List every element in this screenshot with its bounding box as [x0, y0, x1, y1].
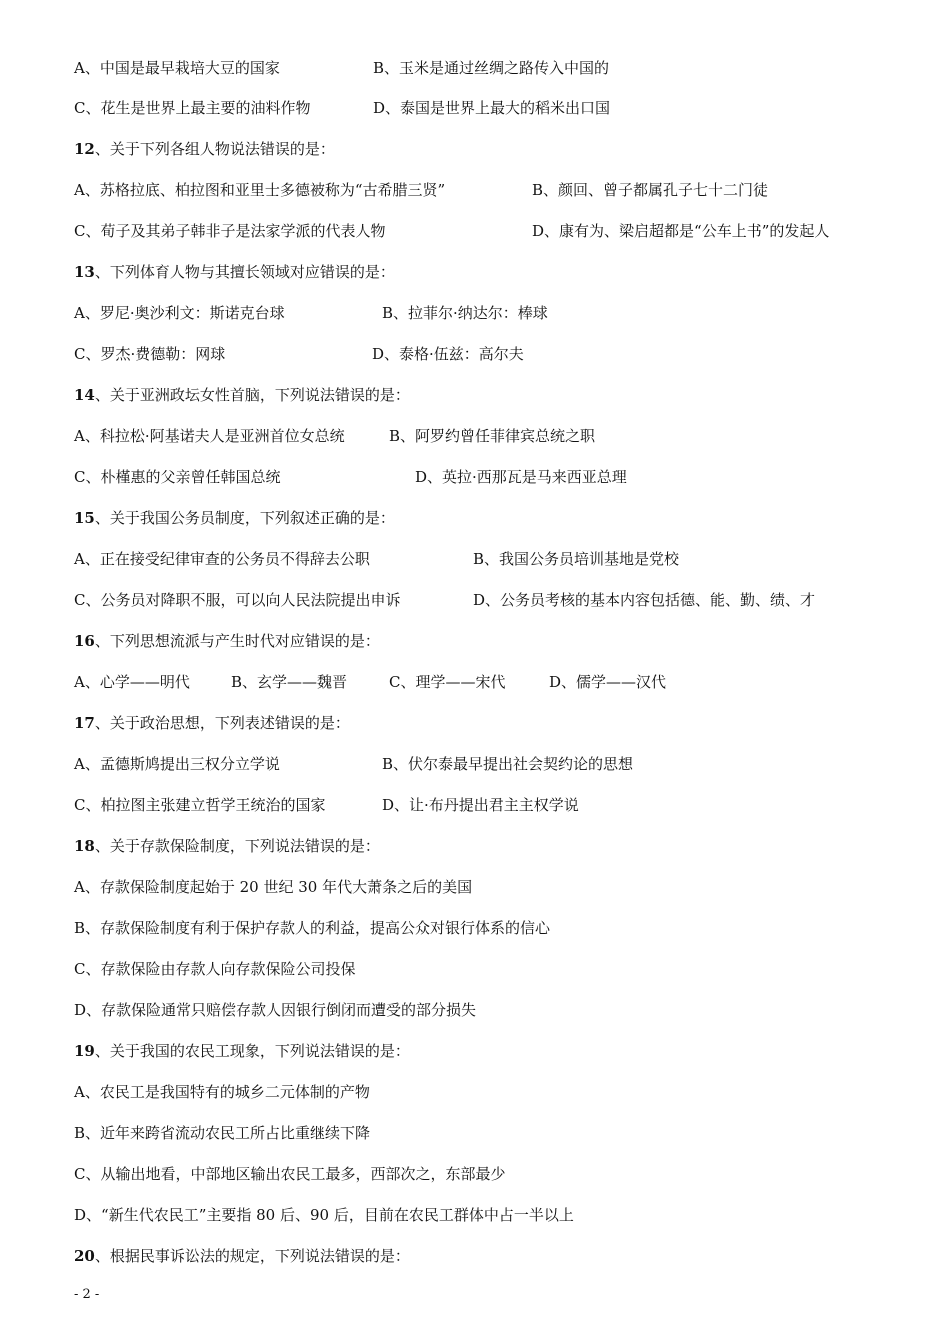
- q19-number: 19: [74, 1042, 95, 1060]
- q14-number: 14: [74, 386, 95, 404]
- q19-option-b: B、近年来跨省流动农民工所占比重继续下降: [74, 1124, 371, 1142]
- q19-option-c: C、从输出地看，中部地区输出农民工最多，西部次之，东部最少: [74, 1165, 506, 1183]
- q12-option-a: A、苏格拉底、柏拉图和亚里士多德被称为“古希腊三贤”: [74, 181, 446, 199]
- q15-option-b: B、我国公务员培训基地是党校: [473, 550, 680, 568]
- q18-number: 18: [74, 837, 95, 855]
- q13-option-a: A、罗尼·奥沙利文：斯诺克台球: [74, 304, 285, 322]
- q14-stem: [74, 385, 410, 405]
- q12-option-c: C、荀子及其弟子韩非子是法家学派的代表人物: [74, 222, 386, 240]
- q20-text: 、根据民事诉讼法的规定，下列说法错误的是：: [94, 1247, 410, 1265]
- q14-text: 、关于亚洲政坛女性首脑，下列说法错误的是：: [94, 386, 410, 404]
- q15-text: 、关于我国公务员制度，下列叙述正确的是：: [94, 509, 395, 527]
- q16-option-c: C、理学——宋代: [389, 673, 506, 691]
- q19-text: 、关于我国的农民工现象，下列说法错误的是：: [94, 1042, 410, 1060]
- q16-number: 16: [74, 632, 95, 650]
- q12-option-b: B、颜回、曾子都属孔子七十二门徒: [532, 181, 769, 199]
- q13-number: 13: [74, 263, 95, 281]
- q17-number: 17: [74, 714, 95, 732]
- q18-option-d: D、存款保险通常只赔偿存款人因银行倒闭而遭受的部分损失: [74, 1001, 477, 1019]
- q13-option-c: C、罗杰·费德勒：网球: [74, 345, 226, 363]
- q20-stem: [74, 1246, 410, 1266]
- q14-option-c: C、朴槿惠的父亲曾任韩国总统: [74, 468, 281, 486]
- q19-option-d: D、“新生代农民工”主要指 80 后、90 后，目前在农民工群体中占一半以上: [74, 1206, 574, 1224]
- q16-text: 、下列思想流派与产生时代对应错误的是：: [94, 632, 380, 650]
- q16-option-a: A、心学——明代: [74, 673, 190, 691]
- q12-option-d: D、康有为、梁启超都是“公车上书”的发起人: [532, 222, 830, 240]
- q12-text: 、关于下列各组人物说法错误的是：: [94, 140, 335, 158]
- q15-stem: [74, 508, 395, 528]
- q11-option-b: B、玉米是通过丝绸之路传入中国的: [373, 59, 610, 77]
- q18-option-c: C、存款保险由存款人向存款保险公司投保: [74, 960, 356, 978]
- q16-option-d: D、儒学——汉代: [549, 673, 667, 691]
- q15-option-c: C、公务员对降职不服，可以向人民法院提出申诉: [74, 591, 401, 609]
- q15-number: 15: [74, 509, 95, 527]
- q17-text: 、关于政治思想，下列表述错误的是：: [94, 714, 350, 732]
- q16-stem: [74, 631, 380, 651]
- q19-option-a: A、农民工是我国特有的城乡二元体制的产物: [74, 1083, 370, 1101]
- q13-option-d: D、泰格·伍兹：高尔夫: [372, 345, 524, 363]
- q12-stem: [74, 139, 335, 159]
- q14-option-b: B、阿罗约曾任菲律宾总统之职: [389, 427, 596, 445]
- q18-option-b: B、存款保险制度有利于保护存款人的利益，提高公众对银行体系的信心: [74, 919, 551, 937]
- q17-stem: [74, 713, 350, 733]
- q14-option-d: D、英拉·西那瓦是马来西亚总理: [415, 468, 627, 486]
- q13-stem: [74, 262, 395, 282]
- q12-number: 12: [74, 140, 95, 158]
- q17-option-d: D、让·布丹提出君主主权学说: [382, 796, 579, 814]
- page-number: - 2 -: [74, 1287, 100, 1302]
- q14-option-a: A、科拉松·阿基诺夫人是亚洲首位女总统: [74, 427, 345, 445]
- q18-stem: [74, 836, 380, 856]
- q18-text: 、关于存款保险制度，下列说法错误的是：: [94, 837, 380, 855]
- q11-option-c: C、花生是世界上最主要的油料作物: [74, 99, 311, 117]
- q11-option-a: A、中国是最早栽培大豆的国家: [74, 59, 280, 77]
- q17-option-a: A、孟德斯鸠提出三权分立学说: [74, 755, 280, 773]
- q15-option-d: D、公务员考核的基本内容包括德、能、勤、绩、才: [473, 591, 816, 609]
- q13-option-b: B、拉菲尔·纳达尔：棒球: [382, 304, 548, 322]
- q19-stem: [74, 1041, 410, 1061]
- q17-option-c: C、柏拉图主张建立哲学王统治的国家: [74, 796, 326, 814]
- q20-number: 20: [74, 1247, 95, 1265]
- q11-option-d: D、泰国是世界上最大的稻米出口国: [373, 99, 611, 117]
- q15-option-a: A、正在接受纪律审查的公务员不得辞去公职: [74, 550, 370, 568]
- q16-option-b: B、玄学——魏晋: [231, 673, 348, 691]
- q17-option-b: B、伏尔泰最早提出社会契约论的思想: [382, 755, 634, 773]
- q13-text: 、下列体育人物与其擅长领域对应错误的是：: [94, 263, 395, 281]
- q18-option-a: A、存款保险制度起始于 20 世纪 30 年代大萧条之后的美国: [74, 878, 473, 896]
